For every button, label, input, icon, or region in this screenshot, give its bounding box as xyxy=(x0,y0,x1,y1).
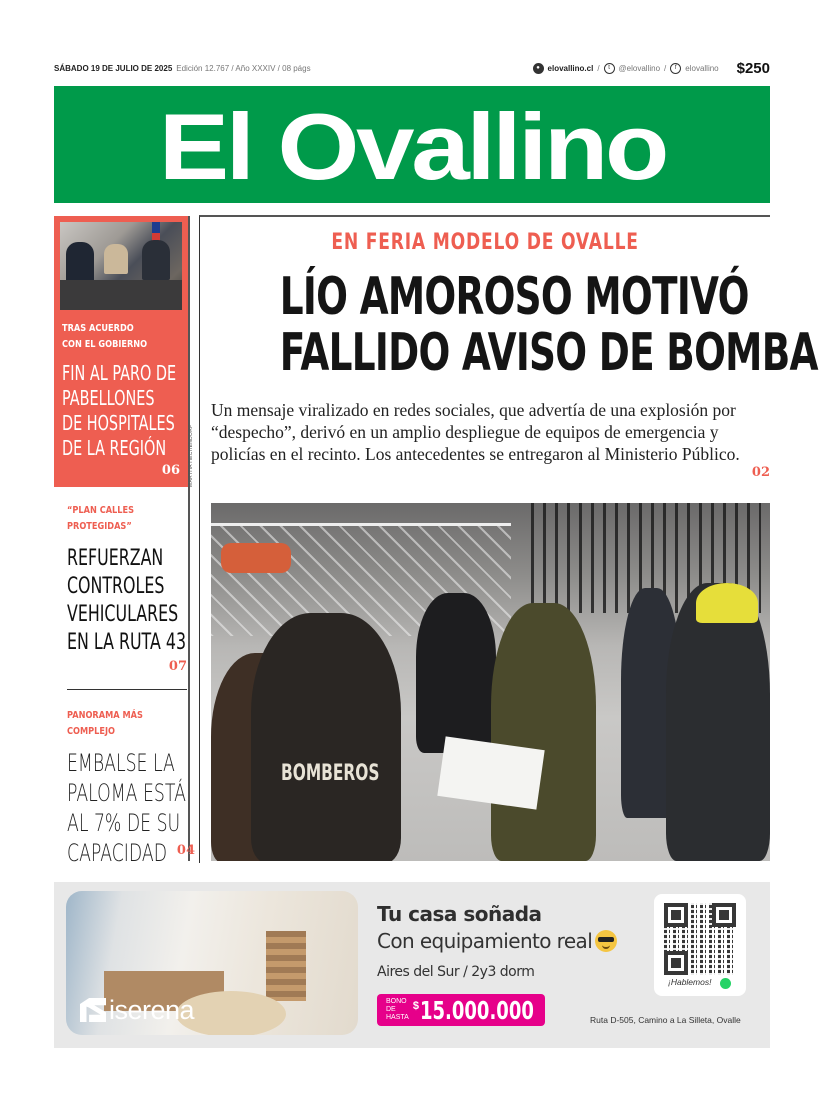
sidebar-story[interactable] xyxy=(67,708,195,868)
person-figure xyxy=(416,593,496,753)
bonus-amount: 15.000.000 xyxy=(419,995,534,1025)
main-lede: Un mensaje viralizado en redes sociales, que advertía de una explosión por “despecho”, derivó en un amplio despliegue de equipos de emergencia y policías en el recinto. Los antecedentes se entregaron al Ministerio Público. xyxy=(211,400,740,464)
qr-code-icon[interactable] xyxy=(664,903,736,975)
sidebar-story-featured[interactable] xyxy=(54,216,188,487)
story-kicker xyxy=(67,503,190,535)
kicker-line: “PLAN CALLES xyxy=(67,505,135,516)
headline-line: CONTROLES xyxy=(67,574,165,599)
police-figure xyxy=(491,603,596,861)
person-figure xyxy=(142,240,170,280)
person-figure xyxy=(66,242,94,282)
twitter-icon: t xyxy=(604,63,615,74)
kicker-line: COMPLEJO xyxy=(67,726,116,737)
page-reference: 02 xyxy=(751,465,770,480)
story-headline xyxy=(67,545,187,657)
headline-line: PALOMA ESTÁ xyxy=(67,779,186,807)
sunglasses-emoji-icon xyxy=(595,930,617,952)
headline-line: DE HOSPITALES xyxy=(62,411,175,435)
headline-line: EN LA RUTA 43 xyxy=(67,630,187,655)
advertisement[interactable] xyxy=(54,882,770,1048)
facebook-handle[interactable]: elovallino xyxy=(685,63,719,73)
facebook-icon: f xyxy=(670,63,681,74)
main-story[interactable] xyxy=(188,215,818,863)
story-kicker xyxy=(62,321,185,353)
firefighter-figure xyxy=(666,583,770,861)
qr-code-box[interactable] xyxy=(654,894,746,996)
page-reference: 06 xyxy=(161,463,180,478)
page-reference: 07 xyxy=(168,659,187,674)
kicker-line: PANORAMA MÁS xyxy=(67,710,143,721)
edition-info: Edición 12.767 / Año XXXIV / 08 págs xyxy=(176,63,311,73)
photo-credit: MARTHA HECHENDORF xyxy=(188,424,194,487)
globe-icon: ● xyxy=(533,63,544,74)
car-image xyxy=(221,543,291,573)
headline-line: FIN AL PARO DE xyxy=(62,361,177,385)
headline-line: AL 7% DE SU xyxy=(67,809,181,837)
headline-line: LÍO AMOROSO MOTIVÓ xyxy=(279,267,749,327)
main-kicker xyxy=(200,230,770,255)
bonus-label-line: BONO xyxy=(386,998,407,1005)
social-links xyxy=(533,60,770,77)
cover-price: $250 xyxy=(736,59,770,77)
separator: / xyxy=(664,63,667,73)
ad-photo xyxy=(66,891,358,1035)
document-image xyxy=(437,736,544,809)
main-photo xyxy=(211,503,770,861)
headline-line: REFUERZAN xyxy=(67,546,164,571)
person-figure xyxy=(104,244,128,274)
twitter-handle[interactable]: @elovallino xyxy=(618,63,661,73)
headline-line: PABELLONES xyxy=(62,386,155,410)
brand-name: iserena xyxy=(109,995,195,1025)
sidebar-story[interactable] xyxy=(67,503,187,674)
divider xyxy=(67,689,187,690)
kicker-line: PROTEGIDAS” xyxy=(67,521,132,532)
qr-caption: ¡Hablemos! xyxy=(668,977,712,987)
subtitle-text: Con equipamiento real xyxy=(377,929,593,953)
issue-info-bar xyxy=(54,60,770,76)
ad-details: Aires del Sur / 2y3 dorm xyxy=(377,964,535,980)
page-reference: 04 xyxy=(176,843,195,858)
story-headline xyxy=(62,361,176,461)
brand-logo xyxy=(80,995,194,1026)
helmet-image xyxy=(696,583,758,623)
main-headline xyxy=(200,267,818,383)
issue-date: SÁBADO 19 DE JULIO DE 2025 xyxy=(54,63,173,73)
story-photo xyxy=(60,222,182,310)
newspaper-logo: El Ovallino xyxy=(158,93,666,199)
headline-line: EMBALSE LA xyxy=(67,749,175,777)
table-figure xyxy=(60,280,182,310)
story-kicker xyxy=(67,708,190,740)
headline-line: FALLIDO AVISO DE BOMBA xyxy=(279,323,818,383)
bonus-label-line: DE HASTA xyxy=(386,1006,409,1021)
headline-line: CAPACIDAD xyxy=(67,839,168,867)
kicker-text: EN FERIA MODELO DE OVALLE xyxy=(331,230,639,255)
qr-finder xyxy=(664,903,688,927)
bonus-label xyxy=(386,998,409,1022)
whatsapp-icon xyxy=(720,978,731,989)
bomberos-label: BOMBEROS xyxy=(281,761,380,786)
ad-title: Tu casa soñada xyxy=(377,902,542,926)
ad-address: Ruta D-505, Camino a La Silleta, Ovalle xyxy=(590,1015,741,1025)
bonus-badge xyxy=(377,994,545,1026)
qr-finder xyxy=(712,903,736,927)
kicker-line: TRAS ACUERDO xyxy=(62,323,134,334)
headline-line: VEHICULARES xyxy=(67,602,179,627)
qr-finder xyxy=(664,951,688,975)
firefighter-figure xyxy=(251,613,401,861)
headline-line: DE LA REGIÓN xyxy=(62,436,167,460)
kicker-line: CON EL GOBIERNO xyxy=(62,339,148,350)
ad-subtitle xyxy=(377,929,617,953)
bonus-currency: $ xyxy=(412,1000,419,1012)
stairs-image xyxy=(266,931,306,1001)
separator: / xyxy=(597,63,600,73)
masthead xyxy=(54,86,770,203)
website-link[interactable]: elovallino.cl xyxy=(547,63,594,73)
brand-mark-icon xyxy=(80,998,106,1022)
